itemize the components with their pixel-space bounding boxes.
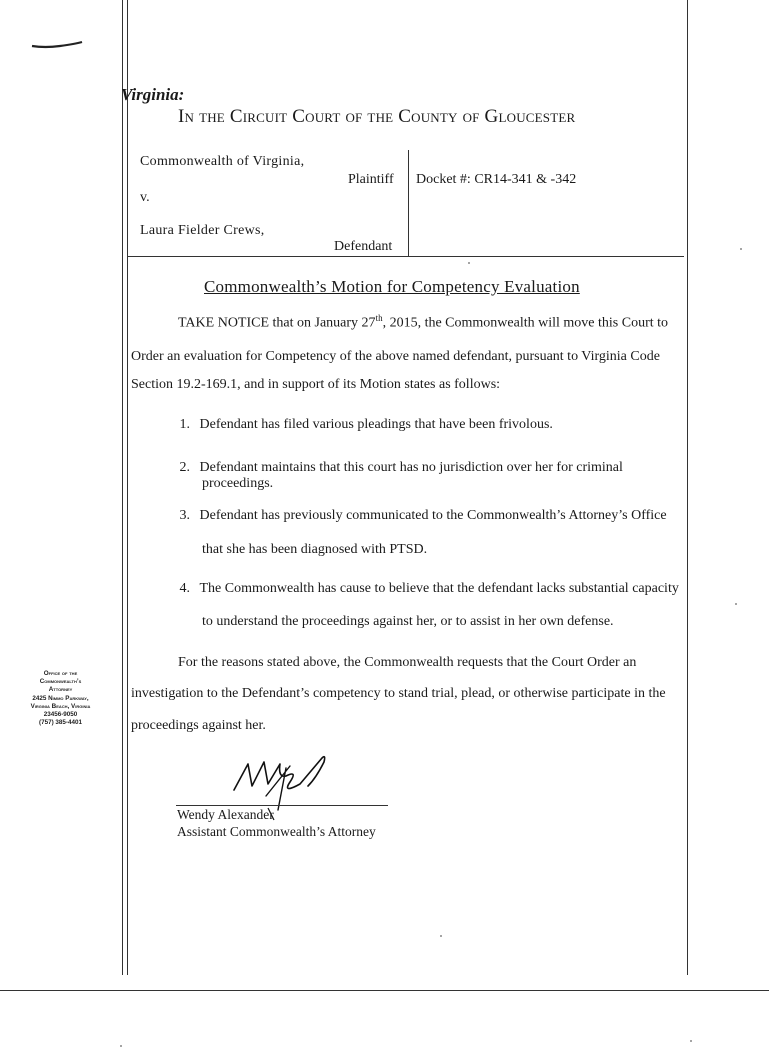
plaintiff-label: Plaintiff	[348, 172, 394, 187]
defendant-name: Laura Fielder Crews,	[140, 223, 265, 238]
office-address-block: Office of the Commonwealth’s Attorney 2425 Nimmo Parkway, Virginia Beach, Virginia 23456-9050 (757) 385-4401	[30, 670, 91, 727]
list-item-continuation: that she has been diagnosed with PTSD.	[202, 542, 428, 557]
signer-name: Wendy Alexander	[177, 807, 274, 822]
motion-title: Commonwealth’s Motion for Competency Evaluation	[204, 277, 580, 296]
caption-divider-vertical	[408, 150, 409, 256]
scan-speck	[440, 935, 442, 937]
intro-line-1: TAKE NOTICE that on January 27th, 2015, the Commonwealth will move this Court to	[178, 313, 669, 331]
margin-rule-right	[687, 0, 688, 975]
scan-speck	[740, 248, 742, 250]
list-item-continuation: to understand the proceedings against her, or to assist in her own defense.	[202, 614, 614, 629]
intro-line-2: Order an evaluation for Competency of the above named defendant, pursuant to Virginia Code	[131, 349, 660, 364]
defendant-label: Defendant	[334, 239, 393, 254]
bottom-rule	[0, 990, 769, 991]
court-name: In the Circuit Court of the County of Gloucester	[178, 106, 576, 127]
scan-speck	[690, 1040, 692, 1042]
conclusion-line-1: For the reasons stated above, the Commonwealth requests that the Court Order an	[178, 655, 637, 670]
scan-mark	[30, 38, 85, 52]
jurisdiction-label: Virginia:	[121, 85, 185, 104]
scan-speck	[735, 603, 737, 605]
docket-number: Docket #: CR14-341 & -342	[416, 172, 577, 187]
intro-line-3: Section 19.2-169.1, and in support of its Motion states as follows:	[131, 377, 501, 392]
list-item: 1. Defendant has filed various pleadings that have been frivolous.	[179, 417, 553, 432]
list-item: 3. Defendant has previously communicated to the Commonwealth’s Attorney’s Office	[179, 508, 667, 523]
scan-speck	[120, 1045, 122, 1047]
list-item-continuation: proceedings.	[202, 476, 274, 491]
scan-speck	[468, 262, 470, 264]
caption-divider-horizontal	[128, 256, 684, 257]
signer-title: Assistant Commonwealth’s Attorney	[177, 824, 376, 839]
conclusion-line-3: proceedings against her.	[131, 718, 266, 733]
list-item: 2. Defendant maintains that this court has no jurisdiction over her for criminal	[179, 460, 623, 475]
margin-rule-left-outer	[122, 0, 123, 975]
conclusion-line-2: investigation to the Defendant’s competency to stand trial, plead, or otherwise participate in the	[131, 686, 666, 701]
signature-line	[176, 805, 388, 806]
margin-rule-left-inner	[127, 0, 128, 975]
list-item: 4. The Commonwealth has cause to believe that the defendant lacks substantial capacity	[179, 581, 679, 596]
plaintiff-name: Commonwealth of Virginia,	[140, 154, 305, 169]
versus-label: v.	[140, 190, 150, 205]
